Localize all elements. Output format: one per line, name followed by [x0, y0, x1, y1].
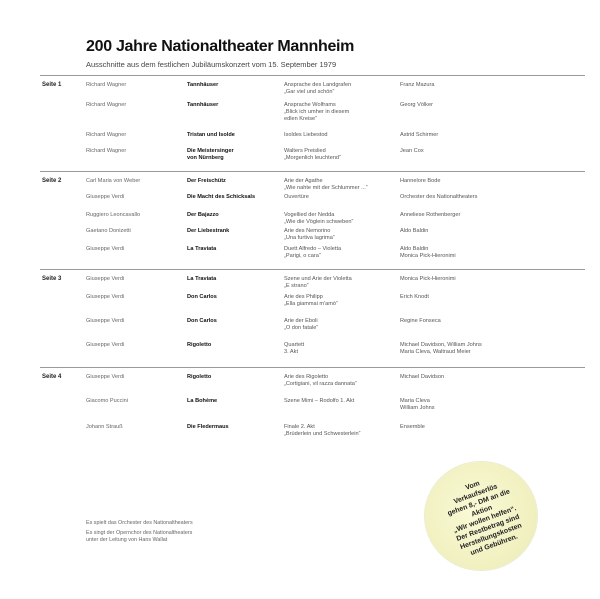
track-piece: Ouvertüre	[284, 194, 309, 200]
track-composer: Giuseppe Verdi	[86, 342, 125, 348]
track-composer: Giuseppe Verdi	[86, 374, 125, 380]
track-piece: Ansprache Wolframs „Blick ich umher in diesem edlen Kreise“	[284, 102, 350, 122]
track-singer: Michael Davidson	[400, 374, 445, 380]
track-piece: Arie des Rigoletto „Cortigiani, vil razza dannata“	[284, 374, 357, 387]
track-singer: Monica Pick-Hieronimi	[400, 276, 456, 282]
track-composer: Giuseppe Verdi	[86, 276, 125, 282]
side-label: Seite 2	[42, 178, 62, 184]
track-opera: La Traviata	[187, 246, 217, 252]
track-piece: Arie des Philipp „Ella giammai m'amò“	[284, 294, 338, 307]
track-opera: Tannhäuser	[187, 102, 219, 108]
section-divider	[40, 171, 585, 172]
section-divider	[40, 367, 585, 368]
track-opera: Don Carlos	[187, 318, 217, 324]
track-singer: Franz Mazura	[400, 82, 435, 88]
track-opera: La Traviata	[187, 276, 217, 282]
track-piece: Isoldes Liebestod	[284, 132, 328, 138]
track-composer: Richard Wagner	[86, 102, 127, 108]
track-piece: Arie der Agathe „Wie nahte mit der Schlummer ...“	[284, 178, 368, 191]
track-opera: Der Freischütz	[187, 178, 226, 184]
footer-choir: Es singt der Opernchor des Nationaltheaters unter der Leitung von Hans Wallat	[86, 530, 193, 543]
track-composer: Giuseppe Verdi	[86, 194, 125, 200]
track-piece: Finale 2. Akt „Brüderlein und Schwesterlein“	[284, 424, 361, 437]
track-row	[0, 246, 600, 270]
sticker-text: Vom Verkaufserlös gehen 8,- DM an die Aktion „Wir wollen helfen“. Der Restbetrag sind Herstellungskosten und Gebühren.	[446, 480, 523, 557]
track-opera: Der Liebestrank	[187, 228, 230, 234]
track-singer: Astrid Schirmer	[400, 132, 439, 138]
track-opera: Don Carlos	[187, 294, 217, 300]
track-opera: Rigoletto	[187, 374, 212, 380]
track-composer: Carl Maria von Weber	[86, 178, 141, 184]
track-row	[0, 374, 600, 398]
page-title: 200 Jahre Nationaltheater Mannheim	[86, 38, 355, 55]
track-singer: Aldo Baldin	[400, 228, 429, 234]
track-piece: Szene Mimi – Rodolfo 1. Akt	[284, 398, 355, 404]
track-opera: La Bohème	[187, 398, 218, 404]
track-singer: Hannelore Bode	[400, 178, 441, 184]
track-piece: Arie der Eboli „O don fatale“	[284, 318, 319, 331]
track-singer: Regine Fonseca	[400, 318, 441, 324]
page-subtitle: Ausschnitte aus dem festlichen Jubiläumskonzert vom 15. September 1979	[86, 60, 337, 69]
track-piece: Duett Alfredo – Violetta „Parigi, o cara“	[284, 246, 342, 259]
track-opera: Tristan und Isolde	[187, 132, 235, 138]
track-piece: Walters Preislied „Morgenlich leuchtend“	[284, 148, 341, 161]
track-singer: Ensemble	[400, 424, 425, 430]
side-label: Seite 1	[42, 82, 62, 88]
track-singer: Maria Cleva William Johns	[400, 398, 435, 411]
track-composer: Giuseppe Verdi	[86, 318, 125, 324]
track-opera: Rigoletto	[187, 342, 212, 348]
track-composer: Ruggiero Leoncavallo	[86, 212, 141, 218]
track-piece: Vogellied der Nedda „Wie die Vöglein schweben“	[284, 212, 354, 225]
track-opera: Der Bajazzo	[187, 212, 219, 218]
footer-orchestra: Es spielt das Orchester des Nationaltheaters	[86, 520, 193, 526]
track-opera: Die Meistersinger von Nürnberg	[187, 148, 234, 161]
track-singer: Anneliese Rothenberger	[400, 212, 461, 218]
track-piece: Arie des Nemorino „Una furtiva lagrima“	[284, 228, 335, 241]
track-composer: Richard Wagner	[86, 148, 127, 154]
track-composer: Giacomo Puccini	[86, 398, 128, 404]
track-row	[0, 424, 600, 448]
track-composer: Richard Wagner	[86, 132, 127, 138]
track-composer: Gaetano Donizetti	[86, 228, 131, 234]
track-piece: Quartett 3. Akt	[284, 342, 305, 355]
track-singer: Georg Völker	[400, 102, 433, 108]
track-opera: Tannhäuser	[187, 82, 219, 88]
track-singer: Aldo Baldin Monica Pick-Hieronimi	[400, 246, 456, 259]
price-sticker	[425, 462, 537, 570]
side-label: Seite 4	[42, 374, 62, 380]
track-singer: Orchester des Nationaltheaters	[400, 194, 478, 200]
track-row	[0, 318, 600, 342]
track-composer: Johann Strauß	[86, 424, 123, 430]
track-row	[0, 398, 600, 422]
track-singer: Erich Knodt	[400, 294, 429, 300]
track-opera: Die Macht des Schicksals	[187, 194, 256, 200]
section-divider	[40, 75, 585, 76]
track-singer: Jean Cox	[400, 148, 424, 154]
track-row	[0, 102, 600, 126]
track-piece: Ansprache des Landgrafen „Gar viel und schön“	[284, 82, 352, 95]
track-composer: Giuseppe Verdi	[86, 246, 125, 252]
track-row	[0, 148, 600, 172]
section-divider	[40, 269, 585, 270]
track-composer: Giuseppe Verdi	[86, 294, 125, 300]
track-row	[0, 294, 600, 318]
track-composer: Richard Wagner	[86, 82, 127, 88]
track-piece: Szene und Arie der Violetta „E strano“	[284, 276, 352, 289]
side-label: Seite 3	[42, 276, 62, 282]
track-row	[0, 342, 600, 366]
track-singer: Michael Davidson, William Johns Maria Cleva, Waltraud Meier	[400, 342, 482, 355]
track-opera: Die Fledermaus	[187, 424, 229, 430]
